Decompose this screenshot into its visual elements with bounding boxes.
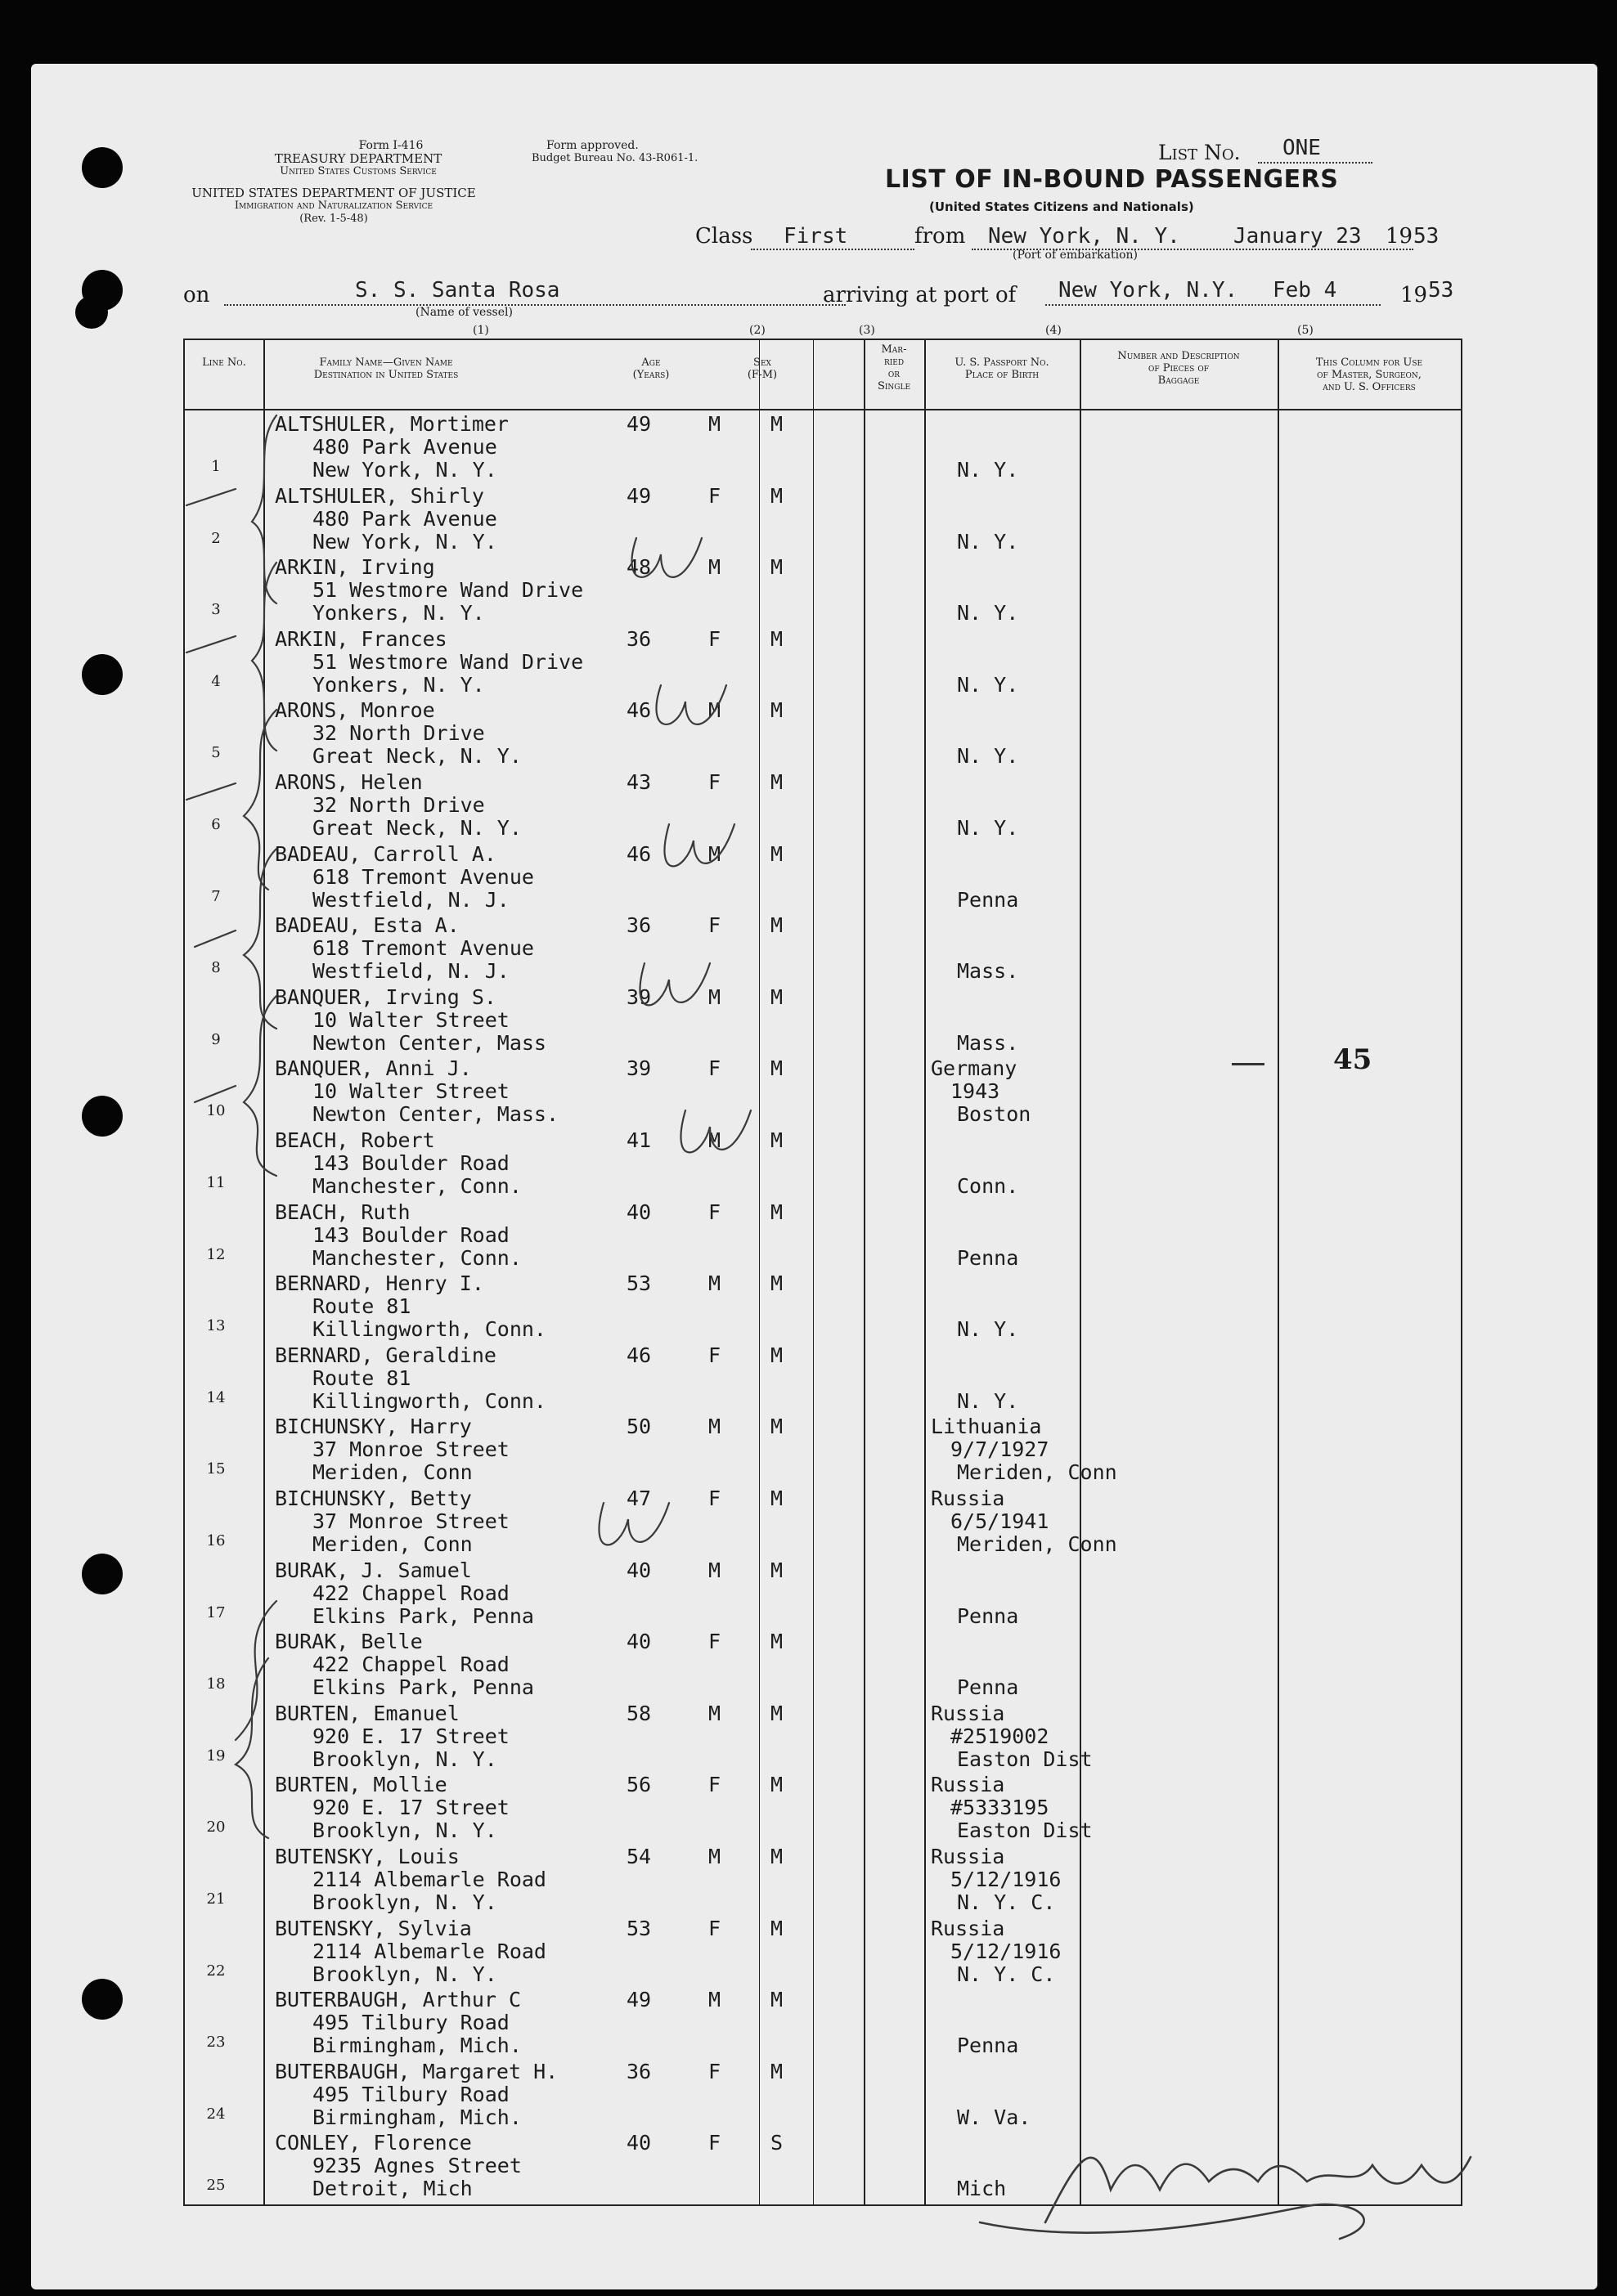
wife-check-mark: [599, 1503, 669, 1545]
binder-hole: [82, 1554, 123, 1594]
col-header-sex: Sex (F-M): [747, 357, 778, 381]
pair-bracket: [236, 1658, 268, 1838]
age-cell: 54: [627, 1845, 652, 1868]
sex-cell: F: [708, 1056, 721, 1081]
revision: (Rev. 1-5-48): [299, 213, 368, 225]
line-number: 19: [206, 1747, 226, 1765]
passport-line1: Russia: [931, 1845, 1005, 1868]
age-cell: 47: [627, 1487, 652, 1510]
tick-mark: [195, 1086, 236, 1102]
passenger-name: BERNARD, Henry I.: [275, 1271, 484, 1296]
line-number: 10: [206, 1102, 226, 1120]
address-city: Killingworth, Conn.: [312, 1388, 546, 1413]
marital-status-cell: M: [770, 698, 784, 723]
tick-mark: [186, 783, 236, 800]
address-city: New York, N. Y.: [312, 458, 497, 482]
marital-status-cell: M: [770, 1701, 784, 1725]
passenger-name: ALTSHULER, Shirly: [275, 483, 484, 508]
birthplace-cell: N. Y.: [957, 601, 1019, 626]
wife-check-mark: [680, 1110, 751, 1152]
age-cell: 40: [627, 1558, 652, 1582]
passenger-name: BERNARD, Geraldine: [275, 1343, 496, 1367]
address-street: 10 Walter Street: [312, 1079, 510, 1104]
address-street: 920 E. 17 Street: [312, 1724, 510, 1748]
form-subtitle: (United States Citizens and Nationals): [929, 200, 1194, 214]
birthplace-cell: Penna: [957, 2034, 1019, 2058]
address-street: 480 Park Avenue: [312, 435, 497, 459]
marital-status-cell: M: [770, 1415, 784, 1439]
from-label: from: [914, 224, 966, 249]
birthplace-cell: N. Y.: [957, 672, 1019, 697]
marital-status-cell: M: [770, 1916, 784, 1940]
col-number-1: (1): [473, 324, 489, 337]
sex-cell: M: [708, 984, 721, 1009]
address-city: Manchester, Conn.: [312, 1174, 522, 1198]
sex-cell: F: [708, 1773, 721, 1797]
address-city: Westfield, N. J.: [312, 959, 510, 984]
address-city: New York, N. Y.: [312, 529, 497, 554]
arrival-port: New York, N.Y.: [1058, 278, 1238, 303]
line-number: 14: [206, 1388, 226, 1406]
marital-status-cell: M: [770, 1988, 784, 2012]
passenger-name: CONLEY, Florence: [275, 2131, 472, 2155]
passenger-name: BADEAU, Esta A.: [275, 913, 460, 938]
signature-stroke: [1045, 2157, 1471, 2222]
line-number: 15: [206, 1460, 226, 1478]
col-header-married: Mar- ried or Single: [877, 343, 911, 392]
age-cell: 41: [627, 1128, 652, 1152]
marital-status-cell: M: [770, 770, 784, 794]
passenger-name: BUTENSKY, Louis: [275, 1845, 460, 1868]
age-cell: 36: [627, 913, 652, 938]
address-city: Brooklyn, N. Y.: [312, 1747, 497, 1771]
line-number: 25: [206, 2177, 226, 2195]
sex-cell: F: [708, 483, 721, 508]
age-cell: 46: [627, 1343, 652, 1367]
sex-cell: F: [708, 913, 721, 938]
sex-cell: M: [708, 1128, 721, 1152]
address-city: Newton Center, Mass.: [312, 1102, 559, 1127]
passport-line2: #2519002: [950, 1724, 1049, 1748]
marital-status-cell: M: [770, 913, 784, 938]
age-cell: 58: [627, 1701, 652, 1725]
address-street: 422 Chappel Road: [312, 1652, 510, 1677]
address-city: Meriden, Conn: [312, 1460, 473, 1485]
sex-cell: F: [708, 1200, 721, 1224]
marital-status-cell: M: [770, 483, 784, 508]
passenger-name: ARKIN, Frances: [275, 626, 447, 651]
age-cell: 56: [627, 1773, 652, 1797]
sex-cell: M: [708, 1415, 721, 1439]
sex-cell: M: [708, 841, 721, 866]
passport-line2: #5333195: [950, 1796, 1049, 1820]
justice-department: UNITED STATES DEPARTMENT OF JUSTICE: [191, 186, 476, 200]
address-street: 495 Tilbury Road: [312, 2011, 510, 2035]
age-cell: 48: [627, 555, 652, 580]
passenger-name: BURTEN, Mollie: [275, 1773, 447, 1797]
birthplace-cell: Meriden, Conn: [957, 1532, 1117, 1556]
passport-line1: Lithuania: [931, 1415, 1042, 1439]
age-cell: 46: [627, 841, 652, 866]
line-number: 17: [206, 1603, 226, 1621]
birthplace-cell: N. Y. C.: [957, 1962, 1056, 1986]
binder-hole: [82, 147, 123, 188]
line-number: 22: [206, 1962, 226, 1980]
line-number: 8: [211, 959, 221, 977]
age-cell: 46: [627, 698, 652, 723]
age-cell: 40: [627, 1630, 652, 1654]
sex-cell: M: [708, 412, 721, 436]
marital-status-cell: M: [770, 626, 784, 651]
sex-cell: F: [708, 770, 721, 794]
treasury-department: TREASURY DEPARTMENT: [274, 151, 442, 166]
passenger-name: BUTERBAUGH, Margaret H.: [275, 2059, 559, 2083]
passport-line2: 9/7/1927: [950, 1437, 1049, 1462]
age-cell: 40: [627, 1200, 652, 1224]
marital-status-cell: M: [770, 1487, 784, 1510]
vessel-caption: (Name of vessel): [415, 306, 513, 319]
line-number: 16: [206, 1532, 226, 1549]
age-cell: 43: [627, 770, 652, 794]
passenger-name: BANQUER, Irving S.: [275, 984, 496, 1009]
age-cell: 40: [627, 2131, 652, 2155]
address-street: 143 Boulder Road: [312, 1222, 510, 1247]
line-number: 18: [206, 1675, 226, 1693]
tick-mark: [186, 489, 236, 505]
sex-cell: F: [708, 626, 721, 651]
address-street: Route 81: [312, 1294, 411, 1319]
passport-line2: 5/12/1916: [950, 1868, 1062, 1891]
address-street: 51 Westmore Wand Drive: [312, 649, 584, 674]
binder-hole: [82, 1096, 123, 1137]
marital-status-cell: M: [770, 1558, 784, 1582]
address-city: Brooklyn, N. Y.: [312, 1890, 497, 1914]
age-cell: 39: [627, 984, 652, 1009]
sex-cell: F: [708, 1630, 721, 1654]
pair-bracket: [244, 710, 276, 890]
line-number: 12: [206, 1245, 226, 1263]
marital-status-cell: M: [770, 1773, 784, 1797]
form-title: LIST OF IN-BOUND PASSENGERS: [885, 165, 1339, 194]
marital-status-cell: M: [770, 412, 784, 436]
passenger-name: ARONS, Helen: [275, 770, 423, 794]
passenger-name: BANQUER, Anni J.: [275, 1056, 472, 1081]
address-street: 37 Monroe Street: [312, 1437, 510, 1462]
address-street: 32 North Drive: [312, 721, 485, 746]
marital-status-cell: M: [770, 1128, 784, 1152]
sex-cell: F: [708, 1487, 721, 1510]
birthplace-cell: N. Y.: [957, 458, 1019, 482]
line-number: 1: [211, 458, 221, 475]
birthplace-cell: Boston: [957, 1102, 1031, 1127]
address-street: 51 Westmore Wand Drive: [312, 578, 584, 603]
line-number: 2: [211, 529, 221, 547]
sex-cell: F: [708, 2059, 721, 2083]
sex-cell: F: [708, 2131, 721, 2155]
age-cell: 53: [627, 1271, 652, 1296]
marital-status-cell: M: [770, 841, 784, 866]
passenger-name: ALTSHULER, Mortimer: [275, 412, 509, 436]
birthplace-cell: Mass.: [957, 1030, 1019, 1055]
passenger-name: BURTEN, Emanuel: [275, 1701, 460, 1725]
address-city: Yonkers, N. Y.: [312, 601, 485, 626]
address-city: Great Neck, N. Y.: [312, 816, 522, 840]
passenger-name: BEACH, Robert: [275, 1128, 435, 1152]
birthplace-cell: W. Va.: [957, 2105, 1031, 2129]
address-city: Elkins Park, Penna: [312, 1603, 534, 1628]
birthplace-cell: N. Y.: [957, 1388, 1019, 1413]
form-number: Form I-416: [358, 139, 424, 152]
birthplace-cell: Penna: [957, 1603, 1019, 1628]
sex-cell: M: [708, 698, 721, 723]
birthplace-cell: Mass.: [957, 959, 1019, 984]
pair-bracket: [236, 1601, 276, 1740]
address-city: Meriden, Conn: [312, 1532, 473, 1556]
line-number: 6: [211, 816, 221, 833]
line-number: 23: [206, 2034, 226, 2052]
birthplace-cell: Conn.: [957, 1174, 1019, 1198]
address-street: 422 Chappel Road: [312, 1581, 510, 1605]
address-city: Brooklyn, N. Y.: [312, 1818, 497, 1843]
birthplace-cell: Meriden, Conn: [957, 1460, 1117, 1485]
birthplace-cell: Penna: [957, 1675, 1019, 1700]
passenger-name: BICHUNSKY, Harry: [275, 1415, 472, 1439]
marital-status-cell: M: [770, 1200, 784, 1224]
marital-status-cell: M: [770, 984, 784, 1009]
passport-line1: Russia: [931, 1487, 1005, 1510]
birthplace-cell: Easton Dist: [957, 1818, 1093, 1843]
vessel-name: S. S. Santa Rosa: [355, 278, 560, 303]
birthplace-cell: N. Y.: [957, 816, 1019, 840]
marital-status-cell: S: [770, 2131, 784, 2155]
sex-cell: F: [708, 1916, 721, 1940]
passport-line2: 5/12/1916: [950, 1939, 1062, 1963]
line-number: 5: [211, 744, 221, 762]
arrival-date: Feb 4: [1273, 278, 1337, 303]
col-header-passport: U. S. Passport No. Place of Birth: [954, 357, 1049, 381]
col-header-name: Family Name—Given Name Destination in United States: [313, 357, 459, 381]
sex-cell: M: [708, 555, 721, 580]
address-street: 10 Walter Street: [312, 1007, 510, 1032]
address-city: Detroit, Mich: [312, 2177, 473, 2201]
marital-status-cell: M: [770, 1845, 784, 1868]
age-cell: 49: [627, 1988, 652, 2012]
address-street: 618 Tremont Avenue: [312, 936, 534, 961]
sex-cell: M: [708, 1701, 721, 1725]
birthplace-cell: Penna: [957, 1245, 1019, 1270]
class-value: First: [784, 224, 848, 249]
list-no-value: ONE: [1282, 136, 1321, 160]
birthplace-cell: N. Y.: [957, 1317, 1019, 1342]
list-no-label: List No.: [1158, 141, 1241, 164]
passenger-name: ARONS, Monroe: [275, 698, 435, 723]
marital-status-cell: M: [770, 1343, 784, 1367]
address-street: 920 E. 17 Street: [312, 1796, 510, 1820]
address-street: 2114 Albemarle Road: [312, 1868, 546, 1891]
form-approved: Form approved.: [546, 139, 639, 152]
birthplace-cell: N. Y.: [957, 744, 1019, 769]
arrival-year-prefix: 19: [1400, 283, 1428, 307]
address-city: Killingworth, Conn.: [312, 1317, 546, 1342]
birthplace-cell: N. Y. C.: [957, 1890, 1056, 1914]
col-number-4: (4): [1045, 324, 1062, 337]
tick-mark: [186, 636, 236, 652]
col-header-line: Line No.: [202, 357, 246, 369]
arriving-label: arriving at port of: [823, 283, 1017, 307]
binder-hole: [82, 1979, 123, 2020]
sex-cell: M: [708, 1988, 721, 2012]
passenger-name: BICHUNSKY, Betty: [275, 1487, 472, 1510]
wife-check-mark: [631, 538, 702, 577]
arrival-year: 53: [1428, 278, 1454, 303]
address-street: 37 Monroe Street: [312, 1509, 510, 1533]
handwriting-overlay: [31, 64, 1597, 2289]
from-value: New York, N. Y.: [988, 224, 1180, 249]
from-date: January 23: [1233, 224, 1362, 249]
address-city: Brooklyn, N. Y.: [312, 1962, 497, 1986]
line-number: 11: [206, 1174, 226, 1191]
passport-line1: Russia: [931, 1701, 1005, 1725]
address-street: 2114 Albemarle Road: [312, 1939, 546, 1963]
marital-status-cell: M: [770, 1056, 784, 1081]
sex-cell: M: [708, 1271, 721, 1296]
from-year-prefix: 19: [1386, 224, 1413, 249]
passport-line2: 1943: [950, 1079, 1000, 1104]
passenger-name: BADEAU, Carroll A.: [275, 841, 496, 866]
col-header-baggage: Number and Description of Pieces of Baggage: [1117, 350, 1240, 387]
wife-check-mark: [656, 685, 726, 724]
line-number: 24: [206, 2105, 226, 2123]
line-number: 7: [211, 887, 221, 905]
passport-line1: Russia: [931, 1916, 1005, 1940]
address-street: 480 Park Avenue: [312, 506, 497, 531]
col-header-officers: This Column for Use of Master, Surgeon, and U. S. Officers: [1315, 357, 1423, 393]
class-label: Class: [695, 224, 753, 249]
wife-check-mark: [640, 963, 710, 1005]
binder-hole: [75, 296, 108, 329]
passenger-name: BEACH, Ruth: [275, 1200, 411, 1224]
passenger-name: BUTERBAUGH, Arthur C: [275, 1988, 522, 2012]
birthplace-cell: N. Y.: [957, 529, 1019, 554]
address-city: Manchester, Conn.: [312, 1245, 522, 1270]
age-cell: 36: [627, 626, 652, 651]
signature-stroke: [980, 2204, 1364, 2239]
address-street: 495 Tilbury Road: [312, 2082, 510, 2106]
birthplace-cell: Penna: [957, 887, 1019, 912]
officer-count: 45: [1333, 1043, 1372, 1076]
pair-bracket: [252, 415, 276, 603]
age-cell: 49: [627, 412, 652, 436]
age-cell: 36: [627, 2059, 652, 2083]
age-cell: 39: [627, 1056, 652, 1081]
age-cell: 49: [627, 483, 652, 508]
line-number: 9: [211, 1030, 221, 1048]
budget-bureau: Budget Bureau No. 43-R061-1.: [532, 152, 698, 164]
address-street: Route 81: [312, 1365, 411, 1390]
pair-bracket: [252, 563, 276, 751]
sex-cell: F: [708, 1343, 721, 1367]
address-city: Yonkers, N. Y.: [312, 672, 485, 697]
line-number: 13: [206, 1317, 226, 1335]
address-street: 9235 Agnes Street: [312, 2154, 522, 2178]
marital-status-cell: M: [770, 1271, 784, 1296]
age-cell: 53: [627, 1916, 652, 1940]
passport-line2: 6/5/1941: [950, 1509, 1049, 1533]
sex-cell: M: [708, 1558, 721, 1582]
form-sheet: [31, 64, 1597, 2289]
passport-line1: Germany: [931, 1056, 1017, 1081]
passenger-name: BURAK, Belle: [275, 1630, 423, 1654]
wife-check-mark: [664, 824, 734, 866]
age-cell: 50: [627, 1415, 652, 1439]
birthplace-cell: Easton Dist: [957, 1747, 1093, 1771]
col-header-age: Age (Years): [632, 357, 670, 381]
col-number-5: (5): [1297, 324, 1314, 337]
marital-status-cell: M: [770, 555, 784, 580]
line-number: 3: [211, 601, 221, 619]
customs-service: United States Customs Service: [280, 165, 437, 177]
address-city: Great Neck, N. Y.: [312, 744, 522, 769]
sex-cell: M: [708, 1845, 721, 1868]
address-city: Birmingham, Mich.: [312, 2034, 522, 2058]
address-street: 143 Boulder Road: [312, 1151, 510, 1175]
marital-status-cell: M: [770, 2059, 784, 2083]
pair-bracket: [244, 996, 276, 1176]
passenger-name: ARKIN, Irving: [275, 555, 435, 580]
address-street: 32 North Drive: [312, 793, 485, 817]
tick-mark: [195, 931, 236, 947]
marital-status-cell: M: [770, 1630, 784, 1654]
line-number: 4: [211, 672, 221, 690]
passenger-name: BURAK, J. Samuel: [275, 1558, 472, 1582]
passenger-name: BUTENSKY, Sylvia: [275, 1916, 472, 1940]
binder-hole: [82, 654, 123, 695]
address-city: Westfield, N. J.: [312, 887, 510, 912]
passport-line1: Russia: [931, 1773, 1005, 1797]
birthplace-cell: Mich: [957, 2177, 1007, 2201]
line-number: 21: [206, 1890, 226, 1908]
col-number-2: (2): [749, 324, 766, 337]
embark-caption: (Port of embarkation): [1013, 249, 1138, 262]
address-city: Elkins Park, Penna: [312, 1675, 534, 1700]
address-city: Newton Center, Mass: [312, 1030, 546, 1055]
col-number-3: (3): [859, 324, 875, 337]
line-number: 20: [206, 1818, 226, 1836]
address-street: 618 Tremont Avenue: [312, 864, 534, 889]
from-year: 53: [1413, 224, 1440, 249]
immigration-service: Immigration and Naturalization Service: [234, 200, 433, 212]
address-city: Birmingham, Mich.: [312, 2105, 522, 2129]
on-label: on: [183, 283, 210, 307]
